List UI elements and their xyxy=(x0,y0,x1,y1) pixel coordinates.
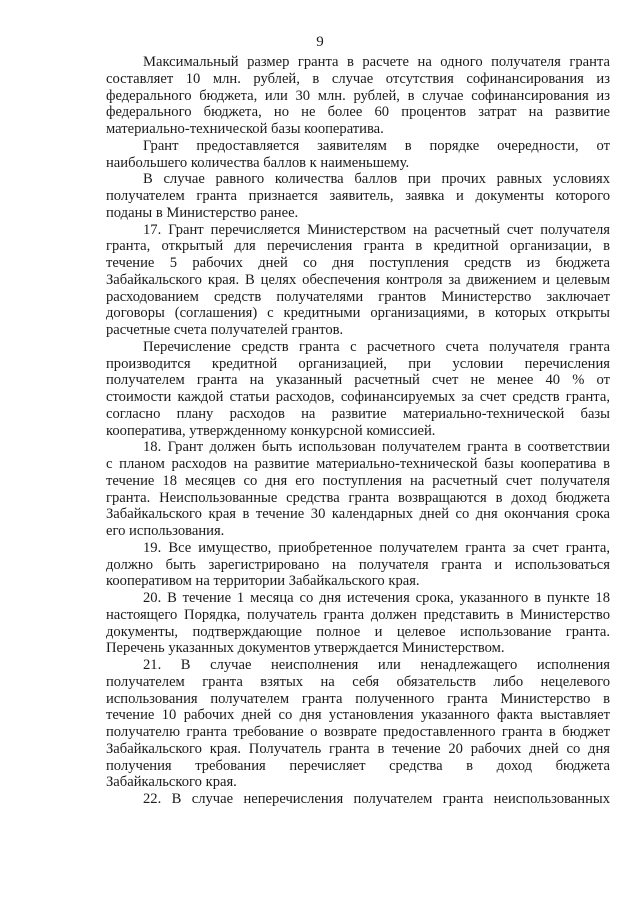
text-line: расчетные счета получателей грантов. xyxy=(106,322,344,338)
text-line: Забайкальского края. В целях обеспечения контроля за движением и целевым xyxy=(106,271,610,288)
document-body xyxy=(106,54,610,808)
paragraph xyxy=(106,590,610,657)
text-line: 17. Грант перечисляется Министерством на расчетный счет получателя xyxy=(143,221,610,238)
text-line: материально-технической базы кооператива. xyxy=(106,121,384,137)
text-line: течение 10 рабочих дней со дня установления указанного факта выставляет xyxy=(106,707,610,724)
paragraph xyxy=(106,657,610,791)
text-line: с планом расходов на развитие материально-технической базы кооператива в xyxy=(106,456,610,472)
text-line: его использования. xyxy=(106,523,225,539)
text-line: федерального бюджета, или 30 млн. рублей, в случае софинансирования из xyxy=(106,87,610,104)
text-line: кооператива, утвержденному конкурсной комиссией. xyxy=(106,422,436,439)
text-line: получателем гранта на указанный расчетный счет не менее 40 % от xyxy=(106,372,610,389)
text-line: 20. В течение 1 месяца со дня истечения срока, указанного в пункте 18 xyxy=(143,590,610,606)
page-number: 9 xyxy=(316,34,324,50)
text-line: документы, подтверждающие полное и целевое использование гранта. xyxy=(106,623,610,640)
text-line: расходованием средств получателями грантов Министерство заключает xyxy=(106,288,610,305)
text-line: производится кредитной организацией, при условии перечисления xyxy=(106,355,610,372)
text-line: В случае равного количества баллов при прочих равных условиях xyxy=(143,171,610,188)
text-line: 18. Грант должен быть использован получателем гранта в соответствии xyxy=(143,439,610,456)
paragraph xyxy=(106,222,610,339)
text-line: 19. Все имущество, приобретенное получателем гранта за счет гранта, xyxy=(143,539,610,556)
paragraph xyxy=(106,791,610,808)
text-line: 21. В случае неисполнения или ненадлежащего исполнения xyxy=(143,657,610,673)
text-line: течение 5 рабочих дней со дня поступления средств из бюджета xyxy=(106,255,610,271)
paragraph xyxy=(106,540,610,590)
paragraph xyxy=(106,171,610,221)
text-line: должно быть зарегистрировано на получателя гранта и использоваться xyxy=(106,556,610,573)
paragraph xyxy=(106,54,610,138)
text-line: Забайкальского края в течение 30 календарных дней со дня окончания срока xyxy=(106,506,610,523)
text-line: федерального бюджета, но не более 60 процентов затрат на развитие xyxy=(106,104,610,121)
text-line: получателем гранта взятых на себя обязательств либо нецелевого xyxy=(106,673,610,690)
text-line: использования получателем гранта полученного гранта Министерство в xyxy=(106,690,610,707)
paragraph xyxy=(106,138,610,172)
paragraph xyxy=(106,439,610,540)
text-line: получателем гранта признается заявитель, заявка и документы которого xyxy=(106,188,610,204)
text-line: согласно плану расходов на развитие материально-технической базы xyxy=(106,405,610,422)
text-line: Забайкальского края. xyxy=(106,774,237,791)
text-line: составляет 10 млн. рублей, в случае отсутствия софинансирования из xyxy=(106,70,610,87)
text-line: кооперативом на территории Забайкальского края. xyxy=(106,573,420,590)
paragraph xyxy=(106,339,610,440)
text-line: гранта, открытый для перечисления гранта в кредитной организации, в xyxy=(106,238,610,255)
text-line: получения требования перечисляет средства в доход бюджета xyxy=(106,757,610,774)
text-line: Забайкальского края. Получатель гранта в течение 20 рабочих дней со дня xyxy=(106,740,610,757)
text-line: Перечисление средств гранта с расчетного счета получателя гранта xyxy=(143,338,610,355)
text-line: настоящего Порядка, получатель гранта должен представить в Министерство xyxy=(106,606,610,623)
text-line: поданы в Министерство ранее. xyxy=(106,204,299,221)
text-line: Грант предоставляется заявителям в порядке очередности, от xyxy=(143,137,610,154)
text-line: Максимальный размер гранта в расчете на одного получателя гранта xyxy=(143,54,610,70)
text-line: Перечень указанных документов утверждается Министерством. xyxy=(106,640,505,657)
text-line: наибольшего количества баллов к наименьшему. xyxy=(106,154,410,171)
text-line: договоры (соглашения) с кредитными организациями, в которых открыты xyxy=(106,305,610,322)
text-line: стоимости каждой статьи расходов, софинансируемых за счет средств гранта, xyxy=(106,389,610,405)
text-line: получателю гранта требование о возврате предоставленного гранта в бюджет xyxy=(106,724,610,740)
text-line: 22. В случае неперечисления получателем гранта неиспользованных xyxy=(143,791,610,807)
text-line: течение 18 месяцев со дня его поступления на расчетный счет получателя xyxy=(106,472,610,489)
text-line: гранта. Неиспользованные средства гранта возвращаются в доход бюджета xyxy=(106,489,610,506)
